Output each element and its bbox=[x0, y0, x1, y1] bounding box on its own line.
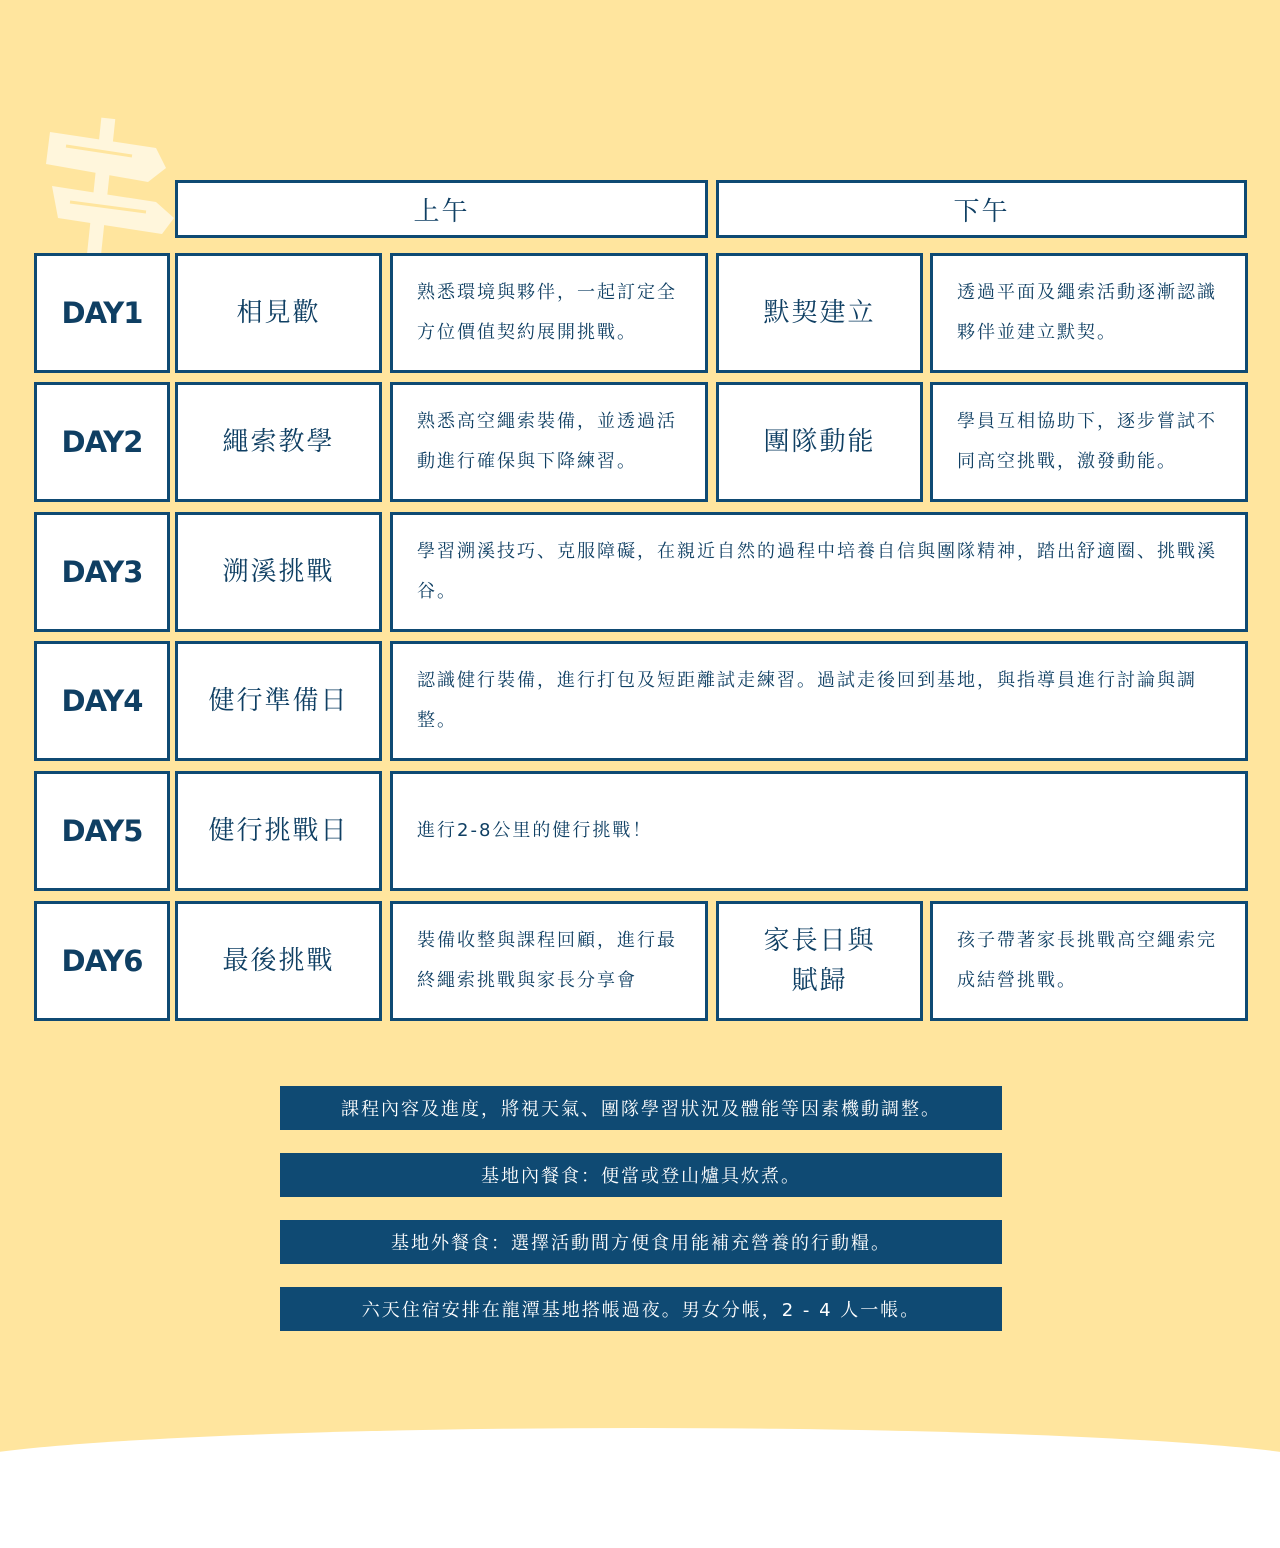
day-label: DAY4 bbox=[34, 641, 170, 761]
day-description: 認識健行裝備，進行打包及短距離試走練習。過試走後回到基地，與指導員進行討論與調整。 bbox=[390, 641, 1248, 761]
day-description: 進行2-8公里的健行挑戰！ bbox=[390, 771, 1248, 891]
day-description: 學習溯溪技巧、克服障礙，在親近自然的過程中培養自信與團隊精神，踏出舒適圈、挑戰溪谷。 bbox=[390, 512, 1248, 632]
signpost-icon bbox=[36, 110, 176, 260]
bottom-wave-decoration bbox=[0, 1428, 1280, 1548]
afternoon-topic: 默契建立 bbox=[716, 253, 923, 373]
day-label: DAY5 bbox=[34, 771, 170, 891]
header-morning: 上午 bbox=[175, 180, 708, 238]
morning-description: 裝備收整與課程回顧，進行最終繩索挑戰與家長分享會 bbox=[390, 901, 708, 1021]
note-banner: 基地內餐食：便當或登山爐具炊煮。 bbox=[280, 1153, 1002, 1197]
note-banner: 基地外餐食：選擇活動間方便食用能補充營養的行動糧。 bbox=[280, 1220, 1002, 1264]
day-label: DAY2 bbox=[34, 382, 170, 502]
day-topic: 溯溪挑戰 bbox=[175, 512, 382, 632]
day-label: DAY6 bbox=[34, 901, 170, 1021]
morning-topic: 繩索教學 bbox=[175, 382, 382, 502]
day-label: DAY1 bbox=[34, 253, 170, 373]
morning-topic: 相見歡 bbox=[175, 253, 382, 373]
morning-description: 熟悉高空繩索裝備，並透過活動進行確保與下降練習。 bbox=[390, 382, 708, 502]
afternoon-description: 孩子帶著家長挑戰高空繩索完成結營挑戰。 bbox=[930, 901, 1248, 1021]
day-label: DAY3 bbox=[34, 512, 170, 632]
note-banner: 六天住宿安排在龍潭基地搭帳過夜。男女分帳，2 - 4 人一帳。 bbox=[280, 1287, 1002, 1331]
morning-topic: 最後挑戰 bbox=[175, 901, 382, 1021]
day-topic: 健行挑戰日 bbox=[175, 771, 382, 891]
morning-description: 熟悉環境與夥伴，一起訂定全方位價值契約展開挑戰。 bbox=[390, 253, 708, 373]
day-topic: 健行準備日 bbox=[175, 641, 382, 761]
afternoon-topic: 家長日與賦歸 bbox=[716, 901, 923, 1021]
note-banner: 課程內容及進度，將視天氣、團隊學習狀況及體能等因素機動調整。 bbox=[280, 1086, 1002, 1130]
afternoon-description: 透過平面及繩索活動逐漸認識夥伴並建立默契。 bbox=[930, 253, 1248, 373]
afternoon-description: 學員互相協助下，逐步嘗試不同高空挑戰，激發動能。 bbox=[930, 382, 1248, 502]
afternoon-topic: 團隊動能 bbox=[716, 382, 923, 502]
header-afternoon: 下午 bbox=[716, 180, 1247, 238]
